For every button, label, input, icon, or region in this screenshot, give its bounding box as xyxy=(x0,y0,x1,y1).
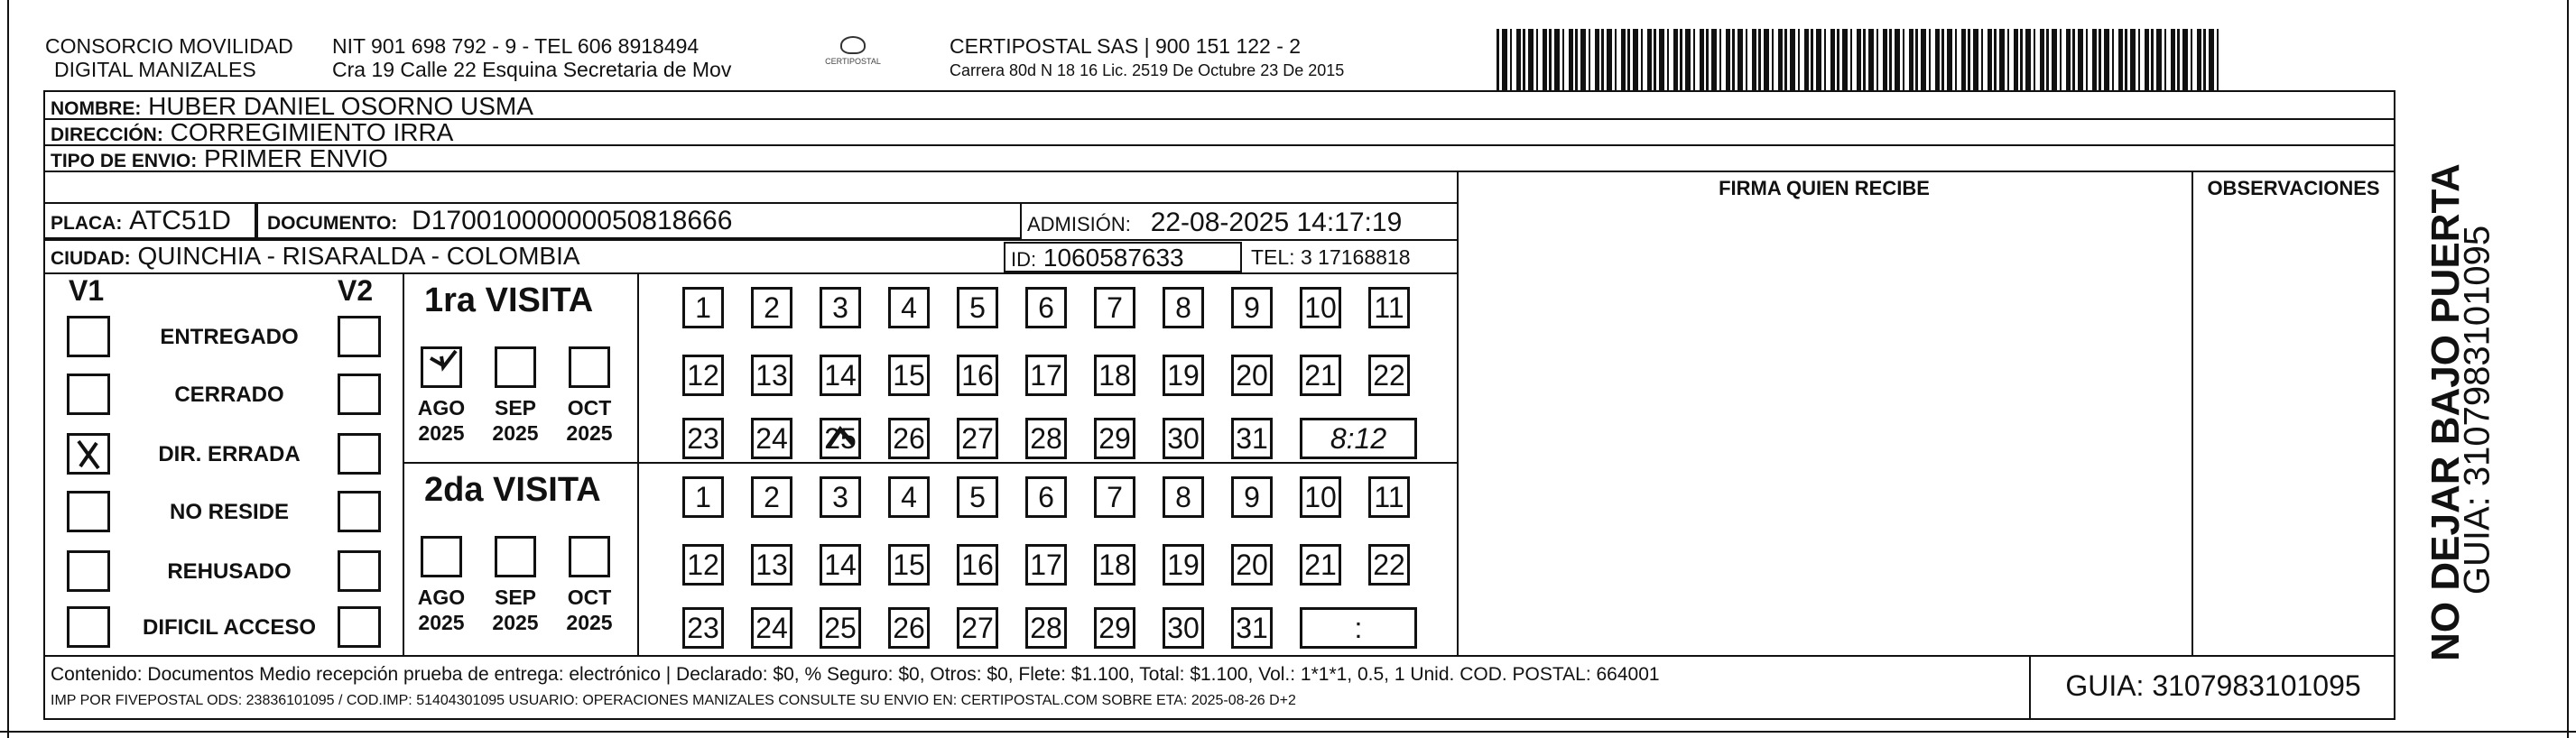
company-line1: CONSORCIO MOVILIDAD xyxy=(45,34,293,58)
day-box[interactable] xyxy=(1300,476,1341,518)
day-box[interactable] xyxy=(1300,287,1341,328)
day-box[interactable] xyxy=(682,476,724,518)
visit2-title: 2da VISITA xyxy=(424,471,601,509)
day-number: 19 xyxy=(1167,358,1200,392)
side-warning: NO DEJAR BAJO PUERTA xyxy=(2423,163,2468,661)
day-box[interactable] xyxy=(1231,607,1273,649)
imp-line: IMP POR FIVEPOSTAL ODS: 23836101095 / COD.IMP: 51404301095 USUARIO: OPERACIONES MANIZALES CONSULTE SU ENVIO EN: CERTIPOSTAL.COM SOBRE ETA: 2025-08-26 D+2 xyxy=(51,693,1296,708)
day-number: 10 xyxy=(1304,291,1337,324)
day-number: 27 xyxy=(961,611,994,644)
check-mark-icon xyxy=(822,420,860,458)
day-number: 26 xyxy=(893,421,925,455)
status-option-label: DIFICIL ACCESO xyxy=(142,615,316,640)
day-box[interactable] xyxy=(1300,355,1341,396)
month-name: SEP xyxy=(494,586,537,609)
day-box[interactable] xyxy=(820,607,861,649)
day-number: 18 xyxy=(1098,358,1131,392)
day-box[interactable] xyxy=(888,287,930,328)
day-number: 5 xyxy=(969,291,986,324)
nit-line: NIT 901 698 792 - 9 - TEL 606 8918494 xyxy=(332,34,700,58)
day-number: 6 xyxy=(1038,480,1054,513)
address-line: Cra 19 Calle 22 Esquina Secretaria de Mov xyxy=(332,58,732,81)
month-year: 2025 xyxy=(566,421,613,445)
admission-value: 22-08-2025 14:17:19 xyxy=(1150,208,1403,237)
month-year: 2025 xyxy=(566,611,613,634)
v2-checkbox[interactable] xyxy=(338,374,381,415)
status-option-label: ENTREGADO xyxy=(160,325,299,349)
day-number: 12 xyxy=(687,548,719,581)
day-box[interactable] xyxy=(1300,544,1341,586)
observations-label: OBSERVACIONES xyxy=(2207,177,2380,199)
company-name xyxy=(45,34,293,81)
status-option-label: CERRADO xyxy=(174,383,284,407)
day-number: 7 xyxy=(1107,480,1123,513)
content-line: Contenido: Documentos Medio recepción prueba de entrega: electrónico | Declarado: $0, % Seguro: $0, Otros: $0, Flete: $1.100, Total: $1.100, Vol.: 1*1*1, 0.5, 1 Unid. COD. POSTAL: 664001 xyxy=(51,664,1660,685)
tel-row xyxy=(1251,245,1410,270)
day-number: 21 xyxy=(1304,548,1337,581)
city-label: CIUDAD: xyxy=(51,248,131,269)
day-box[interactable] xyxy=(1163,287,1204,328)
day-box[interactable] xyxy=(682,287,724,328)
v2-checkbox[interactable] xyxy=(338,433,381,475)
day-number: 20 xyxy=(1236,548,1268,581)
day-box[interactable] xyxy=(682,544,724,586)
day-box[interactable] xyxy=(1368,355,1410,396)
v1-label: V1 xyxy=(69,274,105,307)
day-number: 19 xyxy=(1167,548,1200,581)
day-box[interactable] xyxy=(957,607,998,649)
day-box[interactable] xyxy=(957,287,998,328)
day-number: 30 xyxy=(1167,421,1200,455)
shipment-label: TIPO DE ENVIO: xyxy=(51,151,198,171)
month-year: 2025 xyxy=(418,421,465,445)
day-box[interactable] xyxy=(751,287,792,328)
month-year: 2025 xyxy=(492,611,539,634)
day-number: 28 xyxy=(1030,611,1062,644)
day-number: 14 xyxy=(824,358,857,392)
month-label xyxy=(488,395,542,446)
day-box[interactable] xyxy=(1025,355,1067,396)
day-box[interactable] xyxy=(888,544,930,586)
day-number: 29 xyxy=(1098,611,1131,644)
day-number: 25 xyxy=(824,611,857,644)
day-number: 17 xyxy=(1030,548,1062,581)
day-number: 24 xyxy=(755,421,788,455)
courier-logo-text: CERTIPOSTAL xyxy=(825,57,881,66)
city-row xyxy=(51,242,580,271)
day-box[interactable] xyxy=(1231,355,1273,396)
courier-line2: Carrera 80d N 18 16 Lic. 2519 De Octubre 23 De 2015 xyxy=(950,61,1345,79)
day-box[interactable] xyxy=(751,355,792,396)
admission-row xyxy=(1027,208,1402,238)
day-number: 13 xyxy=(755,358,788,392)
day-box[interactable] xyxy=(888,607,930,649)
day-box[interactable] xyxy=(751,418,792,459)
month-name: OCT xyxy=(567,396,612,420)
v2-checkbox[interactable] xyxy=(338,491,381,532)
day-box[interactable] xyxy=(888,476,930,518)
day-box[interactable] xyxy=(1094,287,1135,328)
day-box[interactable] xyxy=(957,544,998,586)
admission-label: ADMISIÓN: xyxy=(1027,213,1131,235)
day-number: 1 xyxy=(695,291,711,324)
day-box[interactable] xyxy=(957,355,998,396)
shipment-row xyxy=(51,144,388,173)
day-number: 17 xyxy=(1030,358,1062,392)
day-box[interactable] xyxy=(1094,355,1135,396)
day-number: 11 xyxy=(1374,480,1404,513)
day-box[interactable] xyxy=(820,355,861,396)
month-name: AGO xyxy=(417,396,466,420)
day-box[interactable] xyxy=(751,476,792,518)
courier-line1: CERTIPOSTAL SAS | 900 151 122 - 2 xyxy=(950,34,1302,58)
month-name: AGO xyxy=(417,586,466,609)
time-value: : xyxy=(1354,611,1363,644)
day-box[interactable] xyxy=(1231,418,1273,459)
day-number: 23 xyxy=(687,421,719,455)
address-row xyxy=(51,118,453,147)
city-value: QUINCHIA - RISARALDA - COLOMBIA xyxy=(137,242,580,270)
day-number: 4 xyxy=(901,480,917,513)
day-box[interactable] xyxy=(1231,544,1273,586)
month-year: 2025 xyxy=(492,421,539,445)
day-number: 29 xyxy=(1098,421,1131,455)
day-number: 15 xyxy=(893,548,925,581)
v1-checkbox[interactable] xyxy=(67,433,110,475)
v1-checkbox[interactable] xyxy=(67,550,110,592)
day-box[interactable] xyxy=(1094,544,1135,586)
day-box[interactable] xyxy=(1163,607,1204,649)
month-label xyxy=(562,585,616,635)
day-number: 31 xyxy=(1236,611,1268,644)
day-number: 24 xyxy=(755,611,788,644)
visit1-title: 1ra VISITA xyxy=(424,281,594,319)
day-box[interactable] xyxy=(1025,544,1067,586)
day-number: 30 xyxy=(1167,611,1200,644)
v2-label: V2 xyxy=(338,274,374,307)
courier-info xyxy=(950,34,1344,83)
day-box[interactable] xyxy=(1231,287,1273,328)
day-number: 5 xyxy=(969,480,986,513)
day-number: 3 xyxy=(832,480,848,513)
id-value: 1060587633 xyxy=(1042,244,1184,272)
month-checkbox[interactable] xyxy=(495,346,536,388)
day-box[interactable] xyxy=(957,476,998,518)
day-number: 28 xyxy=(1030,421,1062,455)
courier-logo-icon xyxy=(840,36,866,54)
name-row xyxy=(51,92,533,121)
v2-checkbox[interactable] xyxy=(338,316,381,357)
month-name: OCT xyxy=(567,586,612,609)
day-number: 2 xyxy=(764,480,780,513)
month-name: SEP xyxy=(494,396,537,420)
day-number: 6 xyxy=(1038,291,1054,324)
plate-label: PLACA: xyxy=(51,213,123,234)
day-number: 21 xyxy=(1304,358,1337,392)
day-box[interactable] xyxy=(1163,544,1204,586)
recipient-name: HUBER DANIEL OSORNO USMA xyxy=(148,92,533,120)
document-value: D17001000000050818666 xyxy=(412,206,733,235)
day-box[interactable] xyxy=(888,418,930,459)
v2-checkbox[interactable] xyxy=(338,550,381,592)
recipient-address: CORREGIMIENTO IRRA xyxy=(170,118,454,146)
day-box[interactable] xyxy=(1163,355,1204,396)
v1-checkbox[interactable] xyxy=(67,491,110,532)
day-number: 23 xyxy=(687,611,719,644)
day-number: 7 xyxy=(1107,291,1123,324)
day-box[interactable] xyxy=(888,355,930,396)
time-field[interactable] xyxy=(1300,607,1417,649)
day-number: 16 xyxy=(961,358,994,392)
day-box[interactable] xyxy=(820,418,861,459)
guide-box: GUIA: 3107983101095 xyxy=(2065,669,2361,702)
day-box[interactable] xyxy=(820,544,861,586)
day-number: 13 xyxy=(755,548,788,581)
tel-value: 3 17168818 xyxy=(1300,245,1411,269)
company-nit xyxy=(332,34,731,81)
company-line2: DIGITAL MANIZALES xyxy=(54,58,256,81)
name-label: NOMBRE: xyxy=(51,98,142,119)
month-checkbox[interactable] xyxy=(569,536,610,577)
day-box[interactable] xyxy=(957,418,998,459)
day-box[interactable] xyxy=(1094,418,1135,459)
tel-label: TEL: xyxy=(1251,245,1295,269)
status-option-label: DIR. ERRADA xyxy=(158,442,301,466)
day-number: 1 xyxy=(695,480,711,513)
month-label xyxy=(562,395,616,446)
day-number: 8 xyxy=(1175,480,1191,513)
day-box[interactable] xyxy=(751,544,792,586)
day-box[interactable] xyxy=(1163,476,1204,518)
day-number: 3 xyxy=(832,291,848,324)
day-number: 27 xyxy=(961,421,994,455)
day-box[interactable] xyxy=(1368,287,1410,328)
day-number: 2 xyxy=(764,291,780,324)
day-box[interactable] xyxy=(1094,607,1135,649)
day-box[interactable] xyxy=(1094,476,1135,518)
id-row xyxy=(1011,244,1184,272)
day-box[interactable] xyxy=(751,607,792,649)
plate-value: ATC51D xyxy=(129,206,231,235)
month-checkbox[interactable] xyxy=(421,536,462,577)
check-mark-icon xyxy=(423,349,459,385)
month-checkbox[interactable] xyxy=(495,536,536,577)
day-number: 22 xyxy=(1373,358,1405,392)
day-number: 12 xyxy=(687,358,719,392)
day-number: 15 xyxy=(893,358,925,392)
status-option-label: NO RESIDE xyxy=(169,500,290,524)
barcode xyxy=(1496,29,2219,90)
address-label: DIRECCIÓN: xyxy=(51,125,163,145)
month-label xyxy=(488,585,542,635)
day-number: 18 xyxy=(1098,548,1131,581)
day-number: 26 xyxy=(893,611,925,644)
time-field[interactable] xyxy=(1300,418,1417,459)
day-box[interactable] xyxy=(1025,287,1067,328)
day-number: 25 xyxy=(824,421,857,455)
day-box[interactable] xyxy=(1368,476,1410,518)
day-number: 16 xyxy=(961,548,994,581)
document-row xyxy=(267,206,732,236)
day-box[interactable] xyxy=(1025,607,1067,649)
month-year: 2025 xyxy=(418,611,465,634)
day-number: 9 xyxy=(1244,291,1260,324)
time-value: 8:12 xyxy=(1330,421,1387,455)
day-box[interactable] xyxy=(1368,544,1410,586)
month-checkbox[interactable] xyxy=(421,346,462,388)
day-number: 9 xyxy=(1244,480,1260,513)
day-number: 14 xyxy=(824,548,857,581)
day-box[interactable] xyxy=(682,607,724,649)
v2-checkbox[interactable] xyxy=(338,606,381,648)
signature-label: FIRMA QUIEN RECIBE xyxy=(1719,177,1930,199)
plate-row xyxy=(51,206,231,236)
day-number: 10 xyxy=(1304,480,1337,513)
day-box[interactable] xyxy=(1025,418,1067,459)
v1-checkbox[interactable] xyxy=(67,374,110,415)
v1-checkbox[interactable] xyxy=(67,316,110,357)
day-box[interactable] xyxy=(682,355,724,396)
day-box[interactable] xyxy=(820,287,861,328)
month-label xyxy=(414,395,468,446)
day-box[interactable] xyxy=(682,418,724,459)
document-label: DOCUMENTO: xyxy=(267,213,398,234)
day-box[interactable] xyxy=(1025,476,1067,518)
day-number: 20 xyxy=(1236,358,1268,392)
v1-checkbox[interactable] xyxy=(67,606,110,648)
day-box[interactable] xyxy=(820,476,861,518)
check-mark-icon xyxy=(69,436,107,472)
month-label xyxy=(414,585,468,635)
day-box[interactable] xyxy=(1163,418,1204,459)
day-number: 4 xyxy=(901,291,917,324)
month-checkbox[interactable] xyxy=(569,346,610,388)
status-option-label: REHUSADO xyxy=(167,559,292,584)
day-number: 8 xyxy=(1175,291,1191,324)
side-guide: GUIA: 3107983101095 xyxy=(2457,225,2497,595)
shipment-type: PRIMER ENVIO xyxy=(203,144,388,172)
day-number: 31 xyxy=(1236,421,1268,455)
day-number: 11 xyxy=(1374,291,1404,324)
day-number: 22 xyxy=(1373,548,1405,581)
courier-logo xyxy=(817,36,889,66)
id-label: ID: xyxy=(1011,248,1037,271)
day-box[interactable] xyxy=(1231,476,1273,518)
